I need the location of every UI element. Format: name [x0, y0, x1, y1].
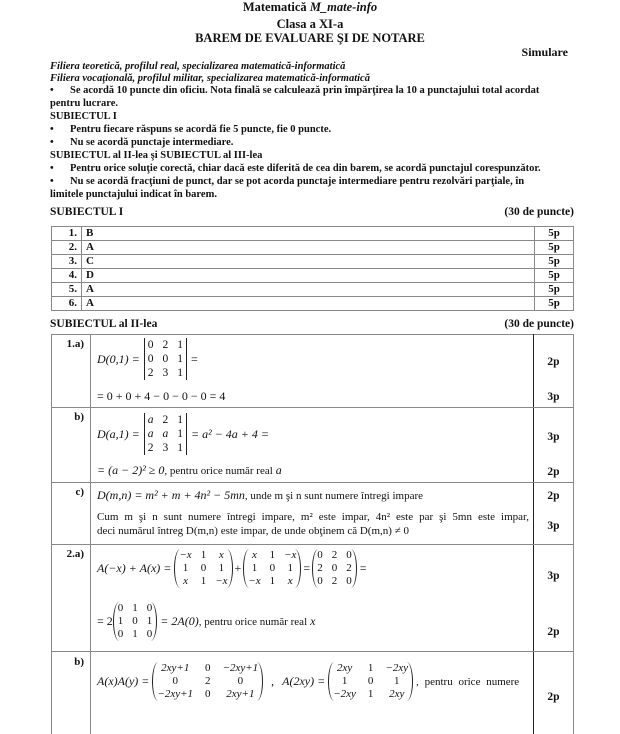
- subiectul-1-heading: SUBIECTUL I (30 de puncte): [50, 206, 574, 218]
- formula-2a: A(−x) + A(x) = −x 1 x 1 0 1 x 1 −x + x 1 −x 1 0 1 −x 1 x = 0 2 0 2 0 2 0 2 0 =: [97, 549, 367, 587]
- table-row: 4. D 5p: [52, 269, 574, 283]
- subiectul-2-table: [51, 334, 574, 734]
- doc-class: Clasa a XI-a: [276, 17, 344, 31]
- subiectul-1-points: (30 de puncte): [504, 206, 574, 218]
- matrix: 0 1 0 1 0 1 0 1 0: [113, 602, 158, 641]
- item-label-1a: 1.a): [66, 338, 84, 350]
- text-1c-line2: Cum m şi n sunt numere întregi impare, m² este impar, 4n² este par şi 5mn este impar,: [97, 511, 529, 523]
- text-1c-line3: deci numărul întreg D(m,n) este impar, de unde obţinem că D(m,n) ≠ 0: [97, 525, 409, 537]
- s1-rules-heading: SUBIECTUL I: [50, 111, 117, 122]
- formula-1b-result: = (a − 2)² ≥ 0, pentru orice număr real a: [97, 463, 282, 477]
- points-1a-1: 2p: [547, 356, 560, 368]
- filiera-line-1: Filiera teoretică, profilul real, specializarea matematică-informatică: [50, 61, 346, 72]
- s23-rules-heading: SUBIECTUL al II-lea şi SUBIECTUL al III-lea: [50, 150, 263, 161]
- points-1a-2: 3p: [547, 391, 560, 403]
- matrix: 0 2 0 2 0 2 0 2 0: [312, 549, 357, 588]
- item-label-1c: c): [75, 486, 84, 498]
- subiectul-2-heading: SUBIECTUL al II-lea (30 de puncte): [50, 318, 574, 330]
- s1-rule-1: • Pentru fiecare răspuns se acordă fie 5 puncte, fie 0 puncte.: [50, 124, 332, 135]
- s23-rule-2-cont: limitele punctajului indicat în barem.: [50, 189, 217, 200]
- general-rule-cont: pentru lucrare.: [50, 98, 119, 109]
- filiera-line-2: Filiera vocaţională, profilul militar, specializarea matematică-informatică: [50, 73, 370, 84]
- doc-subject: Matematică M_mate-info: [242, 0, 378, 14]
- formula-2a-result: = 2 0 1 0 1 0 1 0 1 0 = 2A(0) , pentru orice număr real x: [97, 602, 316, 640]
- points-2a-2: 2p: [547, 626, 560, 638]
- formula-2b: A(x)A(y) = 2xy+1 0 −2xy+1 0 2 0 −2xy+1 0 2xy+1 , A(2xy) = 2xy 1 −2xy 1 0 1 −2xy 1 2xy , pentru orice numere: [97, 662, 520, 700]
- item-label-2a: 2.a): [66, 548, 84, 560]
- formula-1c: D(m,n) = m² + m + 4n² − 5mn, unde m şi n sunt numere întregi impare: [97, 488, 424, 502]
- table-row: 5. A 5p: [52, 283, 574, 297]
- points-1c-1: 2p: [547, 490, 560, 502]
- s1-rule-2: • Nu se acordă punctaje intermediare.: [50, 137, 234, 148]
- table-row: 6. A 5p: [52, 297, 574, 311]
- points-1b-1: 3p: [547, 431, 560, 443]
- formula-1a: D(0,1) = 0 2 1 0 0 1 2 3 1 =: [97, 339, 198, 379]
- formula-1a-result: = 0 + 0 + 4 − 0 − 0 − 0 = 4: [97, 389, 226, 403]
- general-rule: • Se acordă 10 puncte din oficiu. Nota finală se calculează prin împărţirea la 10 a punctajului total acordat: [50, 85, 540, 96]
- matrix: 2xy+1 0 −2xy+1 0 2 0 −2xy+1 0 2xy+1: [152, 662, 263, 701]
- item-label-2b: b): [74, 656, 84, 668]
- s23-rule-2: • Nu se acordă fracţiuni de punct, dar se pot acorda punctaje intermediare pentru rezolvări parţiale, în: [50, 176, 525, 187]
- matrix: −x 1 x 1 0 1 x 1 −x: [174, 549, 232, 588]
- points-1b-2: 2p: [547, 466, 560, 478]
- points-2a-1: 3p: [547, 570, 560, 582]
- matrix: 2xy 1 −2xy 1 0 1 −2xy 1 2xy: [328, 662, 413, 701]
- determinant: a 2 1 a a 1 2 3 1: [144, 413, 187, 455]
- item-label-1b: b): [74, 411, 84, 423]
- subiectul-2-points: (30 de puncte): [504, 318, 574, 330]
- doc-title: BAREM DE EVALUARE ŞI DE NOTARE: [195, 31, 425, 45]
- matrix: x 1 −x 1 0 1 −x 1 x: [243, 549, 301, 588]
- determinant: 0 2 1 0 0 1 2 3 1: [144, 338, 187, 380]
- s23-rule-1: • Pentru orice soluţie corectă, chiar dacă este diferită de cea din barem, se acordă punctajul corespunzător.: [50, 163, 541, 174]
- table-row: 1. B 5p: [52, 227, 574, 241]
- session-label: Simulare: [521, 45, 568, 59]
- table-row: 2. A 5p: [52, 241, 574, 255]
- formula-1b: D(a,1) = a 2 1 a a 1 2 3 1 = a² − 4a + 4 =: [97, 414, 270, 454]
- points-2b-1: 2p: [547, 691, 560, 703]
- subiectul-1-table: [51, 226, 574, 311]
- table-row: 3. C 5p: [52, 255, 574, 269]
- points-1c-2: 3p: [547, 520, 560, 532]
